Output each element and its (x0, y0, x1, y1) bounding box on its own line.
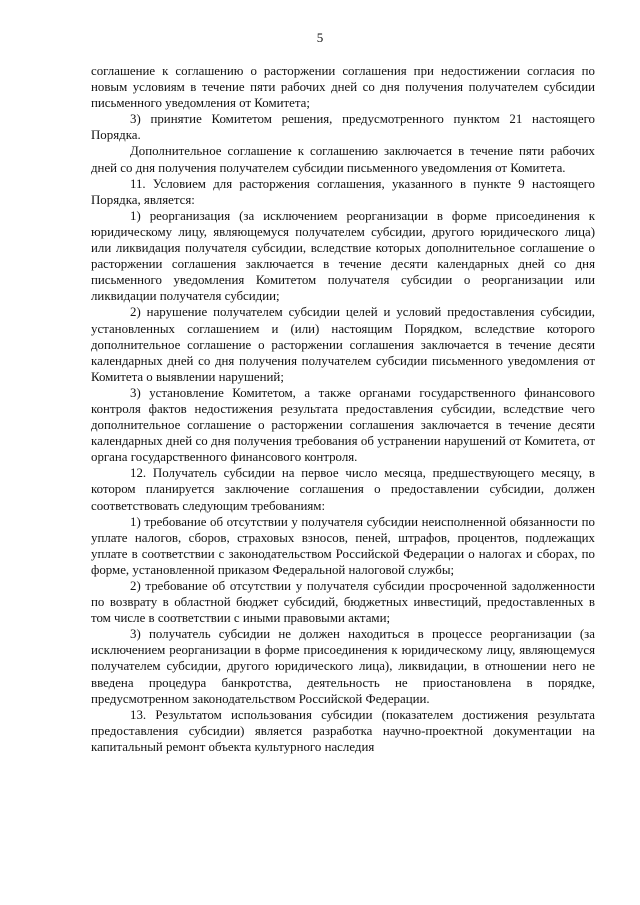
paragraph: 2) нарушение получателем субсидии целей и условий предоставления субсидии, установленных соглашением и (или) настоящим Порядком, вследствие которого дополнительное соглашение о расторжении соглашения заключается в течение десяти календарных дней со дня получения получателем субсидии письменного уведомления от Комитета о выявлении нарушений; (91, 305, 595, 384)
paragraph: 3) получатель субсидии не должен находиться в процессе реорганизации (за исключением реорганизации в форме присоединения к юридическому лицу, являющемуся получателем субсидии, другого юридического лица), ликвидации, в отношении него не введена процедура банкротства, деятельность не приостановлена в порядке, предусмотренном законодательством Российской Федерации. (91, 627, 595, 706)
paragraph: 1) реорганизация (за исключением реорганизации в форме присоединения к юридическому лицу, являющемуся получателем субсидии, другого юридического лица) или ликвидация получателя субсидии, вследствие которых дополнительное соглашение о расторжении соглашения заключается в течение десяти календарных дней со дня письменного уведомления Комитетом получателя субсидии о реорганизации или ликвидации получателя субсидии; (91, 208, 595, 304)
page-number: 5 (316, 30, 324, 45)
paragraph: соглашение к соглашению о расторжении соглашения при недостижении согласия по новым условиям в течение пяти рабочих дней со дня получения получателем субсидии письменного уведомления от Комитета; (91, 64, 595, 111)
paragraph: 2) требование об отсутствии у получателя субсидии просроченной задолженности по возврату в областной бюджет субсидий, бюджетных инвестиций, предоставленных в том числе в соответствии с иными правовыми актами; (91, 579, 595, 626)
document-body (91, 63, 595, 755)
paragraph: Дополнительное соглашение к соглашению заключается в течение пяти рабочих дней со дня получения получателем субсидии письменного уведомления от Комитета. (91, 144, 595, 175)
paragraph: 1) требование об отсутствии у получателя субсидии неисполненной обязанности по уплате налогов, сборов, страховых взносов, пеней, штрафов, процентов, подлежащих уплате в соответствии с законодательством Российской Федерации о налогах и сборах, по форме, установленной приказом Федеральной налоговой службы; (91, 514, 595, 577)
paragraph: 13. Результатом использования субсидии (показателем достижения результата предоставления субсидии) является разработка научно-проектной документации на капитальный ремонт объекта культурного наследия (91, 707, 595, 754)
paragraph: 3) установление Комитетом, а также органами государственного финансового контроля фактов недостижения результата предоставления субсидии, вследствие чего дополнительное соглашение о расторжении соглашения заключается в течение десяти календарных дней со дня получения требования об устранении нарушений от Комитета, от органа государственного финансового контроля. (91, 385, 595, 465)
paragraph: 12. Получатель субсидии на первое число месяца, предшествующего месяцу, в котором планируется заключение соглашения о предоставлении субсидии, должен соответствовать следующим требованиям: (91, 466, 595, 513)
paragraph: 11. Условием для расторжения соглашения, указанного в пункте 9 настоящего Порядка, является: (91, 176, 595, 207)
paragraph: 3) принятие Комитетом решения, предусмотренного пунктом 21 настоящего Порядка. (91, 112, 595, 143)
